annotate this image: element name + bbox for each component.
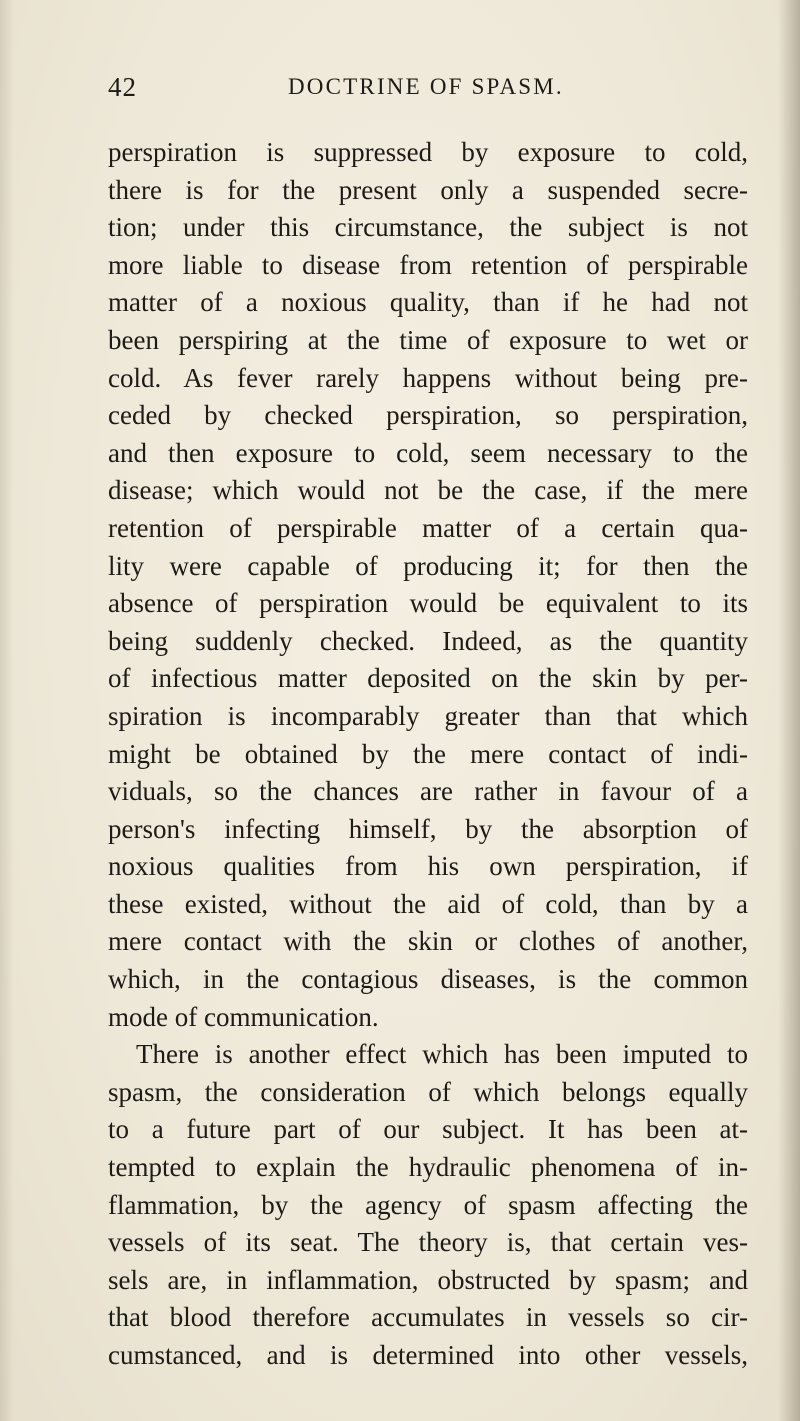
text-line: person's infecting himself, by the absorption of	[108, 813, 748, 844]
running-head: DOCTRINE OF SPASM.	[288, 74, 564, 99]
page-number: 42	[108, 72, 137, 102]
text-line: of infectious matter deposited on the skin by per-	[108, 663, 748, 694]
text-line: perspiration is suppressed by exposure to cold,	[108, 137, 748, 167]
text-line: spiration is incomparably greater than that which	[108, 700, 748, 731]
text-line: vessels of its seat. The theory is, that certain ves-	[108, 1227, 748, 1258]
body-text	[108, 134, 748, 1375]
page-header	[108, 72, 748, 112]
text-line: that blood therefore accumulates in vessels so cir-	[108, 1302, 748, 1333]
text-line: being suddenly checked. Indeed, as the quantity	[108, 625, 748, 656]
text-line: mere contact with the skin or clothes of another,	[108, 926, 748, 957]
text-line: cumstanced, and is determined into other vessels,	[108, 1340, 748, 1370]
text-line: retention of perspirable matter of a certain qua-	[108, 512, 748, 543]
text-line: to a future part of our subject. It has been at-	[108, 1114, 748, 1145]
text-line: cold. As fever rarely happens without being pre-	[108, 362, 748, 393]
page-edge-shadow	[0, 0, 14, 1421]
text-line: lity were capable of producing it; for then the	[108, 550, 748, 581]
text-line: tion; under this circumstance, the subject is not	[108, 212, 748, 243]
text-line: been perspiring at the time of exposure to wet or	[108, 324, 748, 355]
text-line: more liable to disease from retention of perspirable	[108, 249, 748, 280]
text-line: matter of a noxious quality, than if he had not	[108, 287, 748, 318]
text-line: might be obtained by the mere contact of indi-	[108, 738, 748, 769]
binding-gutter-shadow	[778, 0, 800, 1421]
text-line: there is for the present only a suspended secre-	[108, 174, 748, 205]
text-line: disease; which would not be the case, if the mere	[108, 475, 748, 506]
text-line: these existed, without the aid of cold, than by a	[108, 888, 748, 919]
text-line: viduals, so the chances are rather in favour of a	[108, 776, 748, 807]
text-line: which, in the contagious diseases, is the common	[108, 964, 748, 995]
text-line: absence of perspiration would be equivalent to its	[108, 588, 748, 619]
text-line: and then exposure to cold, seem necessary to the	[108, 437, 748, 468]
text-line: spasm, the consideration of which belongs equally	[108, 1076, 748, 1107]
text-line: ceded by checked perspiration, so perspiration,	[108, 400, 748, 431]
paragraph-start-line: There is another effect which has been imputed to	[136, 1039, 748, 1070]
text-line: tempted to explain the hydraulic phenomena of in-	[108, 1152, 748, 1183]
text-line: sels are, in inflammation, obstructed by spasm; and	[108, 1264, 748, 1295]
text-line: flammation, by the agency of spasm affecting the	[108, 1189, 748, 1220]
paragraph-end-line: mode of communication.	[108, 1001, 379, 1032]
text-line: noxious qualities from his own perspiration, if	[108, 851, 748, 882]
